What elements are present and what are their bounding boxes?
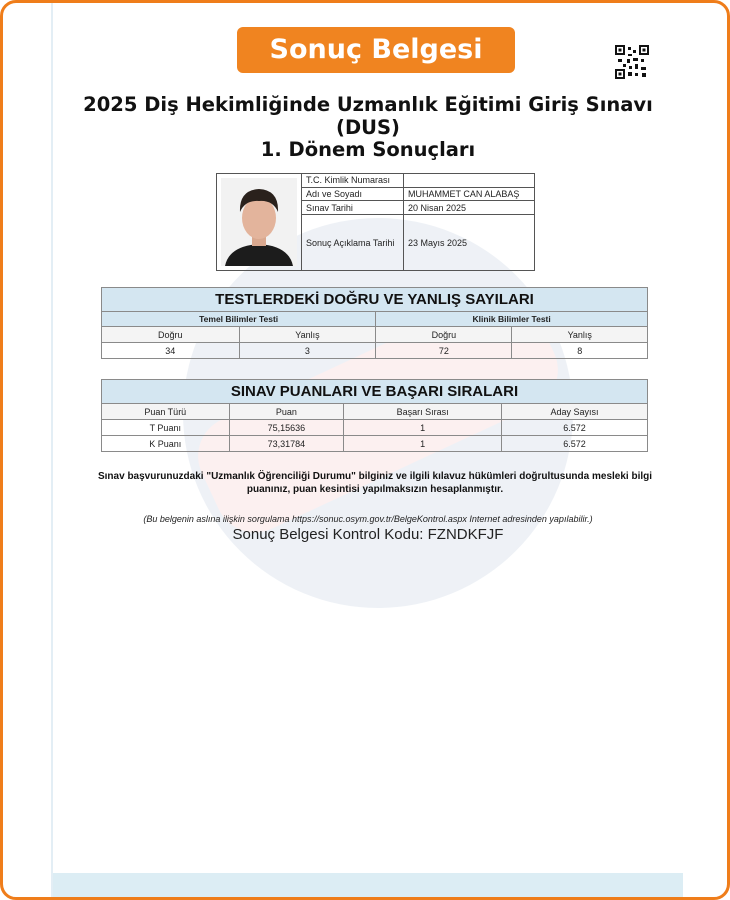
test-counts-table bbox=[101, 287, 648, 359]
group-basic-sciences: Temel Bilimler Testi bbox=[102, 312, 376, 327]
document-badge: Sonuç Belgesi bbox=[237, 27, 515, 73]
info-label-tc: T.C. Kimlik Numarası bbox=[302, 174, 404, 188]
column-correct: Doğru bbox=[102, 327, 240, 343]
table-row bbox=[102, 436, 648, 452]
exam-title: 2025 Diş Hekimliğinde Uzmanlık Eğitimi Giriş Sınavı bbox=[83, 93, 653, 116]
group-clinical-sciences: Klinik Bilimler Testi bbox=[376, 312, 648, 327]
candidate-count: 6.572 bbox=[501, 436, 647, 452]
clinical-wrong-value: 8 bbox=[512, 343, 648, 359]
info-label-name: Adı ve Soyadı bbox=[302, 187, 404, 201]
control-code: Sonuç Belgesi Kontrol Kodu: FZNDKFJF bbox=[232, 526, 504, 543]
candidate-info-table bbox=[216, 173, 535, 271]
clinical-correct-value: 72 bbox=[376, 343, 512, 359]
column-score-type: Puan Türü bbox=[102, 404, 230, 420]
scores-table bbox=[101, 379, 648, 452]
verification-note: (Bu belgenin aslına ilişkin sorgulama https://sonuc.osym.gov.tr/BelgeKontrol.aspx Internet adresinden yapılabilir.) bbox=[143, 514, 593, 524]
basic-wrong-value: 3 bbox=[239, 343, 376, 359]
info-value-name: MUHAMMET CAN ALABAŞ bbox=[404, 187, 535, 201]
table-row bbox=[102, 343, 648, 359]
rank-value: 1 bbox=[344, 436, 502, 452]
info-value-exam-date: 20 Nisan 2025 bbox=[404, 201, 535, 215]
scores-header: SINAV PUANLARI VE BAŞARI SIRALARI bbox=[102, 380, 648, 404]
photo-cell bbox=[217, 174, 302, 271]
table-row bbox=[102, 420, 648, 436]
score-type: T Puanı bbox=[102, 420, 230, 436]
info-value-tc bbox=[404, 174, 535, 188]
footer-band bbox=[53, 873, 683, 897]
info-label-exam-date: Sınav Tarihi bbox=[302, 201, 404, 215]
score-type: K Puanı bbox=[102, 436, 230, 452]
candidate-photo bbox=[221, 178, 297, 266]
qr-code bbox=[615, 45, 649, 79]
column-wrong: Yanlış bbox=[512, 327, 648, 343]
info-value-result-date: 23 Mayıs 2025 bbox=[404, 215, 535, 271]
basic-correct-value: 34 bbox=[102, 343, 240, 359]
rank-value: 1 bbox=[344, 420, 502, 436]
column-wrong: Yanlış bbox=[239, 327, 376, 343]
candidate-count: 6.572 bbox=[501, 420, 647, 436]
score-value: 73,31784 bbox=[229, 436, 344, 452]
exam-abbreviation: (DUS) bbox=[336, 116, 400, 139]
exam-period: 1. Dönem Sonuçları bbox=[260, 138, 476, 161]
column-candidates: Aday Sayısı bbox=[501, 404, 647, 420]
calculation-note: Sınav başvurunuzdaki "Uzmanlık Öğrenciliği Durumu" bilginiz ve ilgili kılavuz hükümleri doğrultusunda mesleki bilgi puanınız, puan kesintisi yapılmaksızın hesaplanmıştır. bbox=[97, 471, 653, 495]
score-value: 75,15636 bbox=[229, 420, 344, 436]
column-correct: Doğru bbox=[376, 327, 512, 343]
test-counts-header: TESTLERDEKİ DOĞRU VE YANLIŞ SAYILARI bbox=[102, 288, 648, 312]
info-label-result-date: Sonuç Açıklama Tarihi bbox=[302, 215, 404, 271]
column-score: Puan bbox=[229, 404, 344, 420]
column-rank: Başarı Sırası bbox=[344, 404, 502, 420]
